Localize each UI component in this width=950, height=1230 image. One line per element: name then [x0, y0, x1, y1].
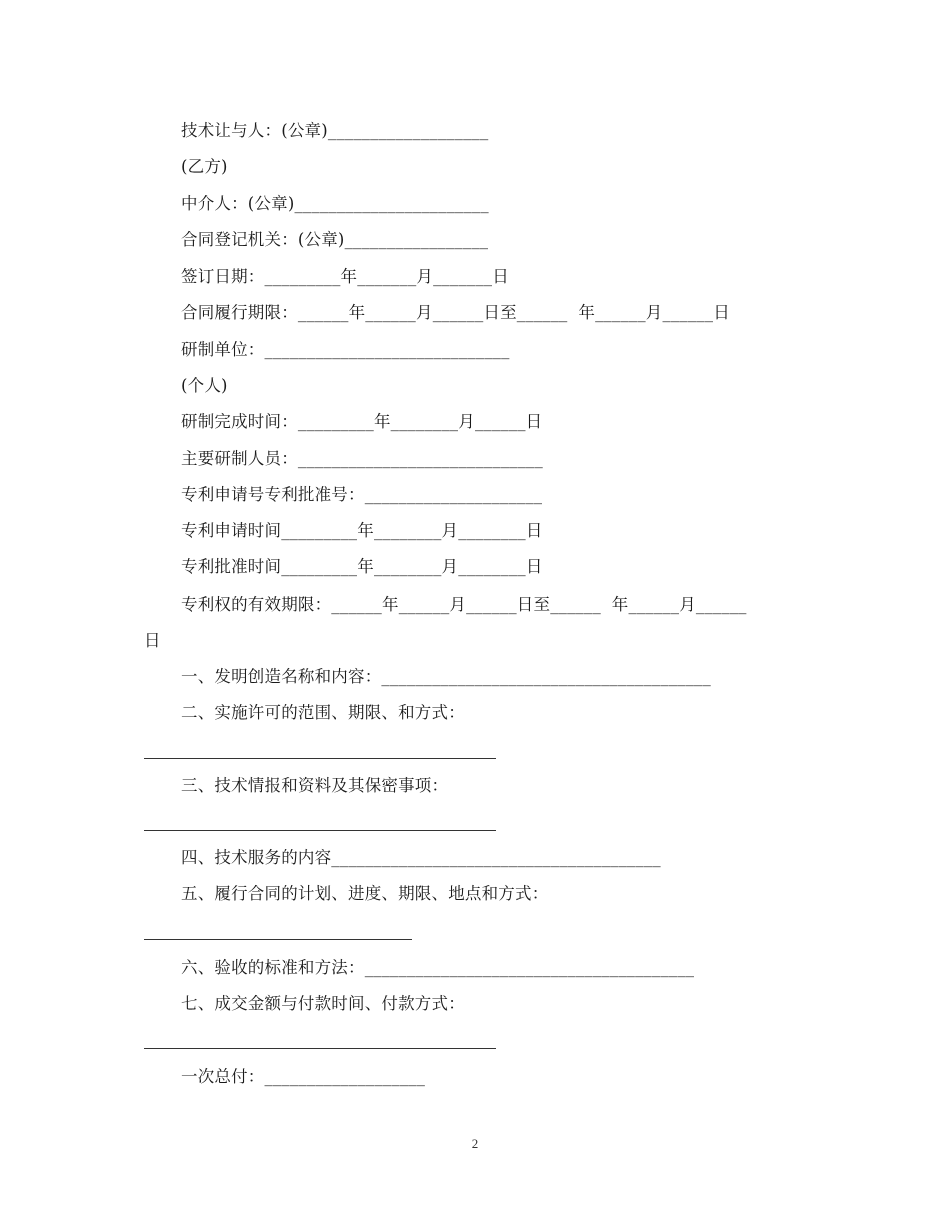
blank-line-section-5	[144, 939, 412, 940]
line-registration-authority: 合同登记机关：(公章)_________________	[181, 230, 489, 249]
line-main-developers: 主要研制人员：_____________________________	[181, 449, 543, 468]
section-4-technical-service: 四、技术服务的内容_______________________________________	[181, 848, 661, 867]
section-6-acceptance: 六、验收的标准和方法：_______________________________________	[181, 958, 695, 977]
line-development-unit: 研制单位：_____________________________	[181, 340, 510, 359]
line-signing-date: 签订日期：_________年_______月_______日	[181, 267, 509, 286]
line-performance-period: 合同履行期限：______年______月______日至______ 年______月______日	[181, 303, 730, 322]
line-intermediary-seal: 中介人：(公章)_______________________	[181, 194, 489, 213]
line-transferor-seal: 技术让与人：(公章)___________________	[181, 121, 489, 140]
line-patent-validity-wrap: 日	[144, 631, 161, 650]
line-completion-time: 研制完成时间：_________年________月______日	[181, 412, 543, 431]
line-patent-validity: 专利权的有效期限：______年______月______日至______ 年______月______	[181, 595, 747, 614]
blank-line-section-3	[144, 830, 496, 831]
line-individual: (个人)	[181, 376, 228, 395]
section-7-payment: 七、成交金额与付款时间、付款方式：	[181, 994, 465, 1013]
line-lump-sum-payment: 一次总付：___________________	[181, 1067, 426, 1086]
section-3-technical-info: 三、技术情报和资料及其保密事项：	[181, 776, 449, 795]
line-patent-application-time: 专利申请时间_________年________月________日	[181, 521, 543, 540]
blank-line-section-2	[144, 758, 496, 759]
section-5-performance-plan: 五、履行合同的计划、进度、期限、地点和方式：	[181, 884, 549, 903]
line-patent-numbers: 专利申请号专利批准号：_____________________	[181, 485, 543, 504]
line-party-b: (乙方)	[181, 157, 228, 176]
section-2-license-scope: 二、实施许可的范围、期限、和方式：	[181, 703, 465, 722]
line-patent-approval-time: 专利批准时间_________年________月________日	[181, 557, 543, 576]
blank-line-section-7	[144, 1048, 496, 1049]
page-number: 2	[471, 1136, 479, 1151]
section-1-invention: 一、发明创造名称和内容：_______________________________________	[181, 667, 711, 686]
